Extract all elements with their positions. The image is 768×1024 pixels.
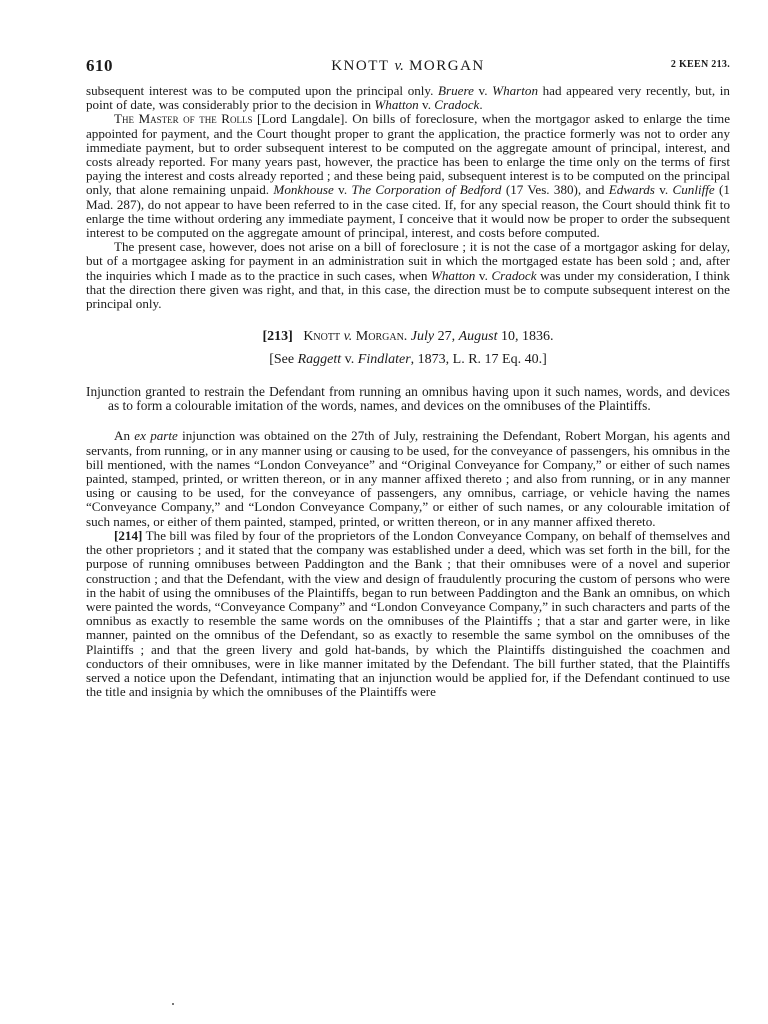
text-run: v. <box>418 97 435 113</box>
party-name: Raggett <box>297 352 342 368</box>
text-run: injunction was obtained on the 27th of July, restraining the Defendant, Robert Morgan, his agents and servants, from running, or in any manner using or causing to be used, for the conveyance of passengers, his omnibus in the bill mentioned, with the names “London Conveyance” and “Original Conveyance for Company,” or either of such names painted, stamped, printed, or written thereon, or in any manner affixed thereto ; and also from running, or in any manner using or causing to be used, for the conveyance of passengers, any omnibus, carriage, or vehicle having the names “Conveyance Company,” and “London Conveyance Company,” or either of such names, or any colourable imitation of such names, or either of them painted, stamped, printed, or written thereon, or in any manner affixed thereto. <box>86 428 730 529</box>
party-name: Wharton <box>492 83 538 98</box>
text-run: [Lord Langdale]. On bills of foreclosure, when the mortgagor asked to enlarge the time appointed for payment, and the Court thought proper to grant the application, the practice formerly was not to order any immediate payment, but to order subsequent interest to be computed on the aggregate amount of principal, interest, and costs already reported. For many years past, however, the practice has been to enlarge the time only on the terms of first paying the interest and costs already reported ; and these being paid, subsequent interest is to be computed on the principal only, that alone remaining unpaid. <box>86 111 731 198</box>
page-header <box>86 56 730 78</box>
party-name: Cunliffe <box>672 182 715 198</box>
text-run: . <box>479 97 483 113</box>
running-head-part-b: MORGAN <box>403 58 485 74</box>
party-name: The Corporation of Bedford <box>351 182 502 198</box>
text-run: , 1873, L. R. 17 Eq. 40.] <box>410 352 547 368</box>
case-see-also <box>86 353 730 367</box>
case-title <box>86 330 730 344</box>
text-run: v. <box>473 83 493 98</box>
party-name: Bruere <box>438 83 474 98</box>
page-body <box>86 84 730 699</box>
text-run: (1 Mad. 287), do not appear to have been referred to in the case cited. If, for any special reason, the Court should think fit to enlarge the time without ordering any immediate payment, I conceive that it would now be proper to order the subsequent interest to be computed on the aggregate amount of principal, interest, and costs before computed. <box>86 182 730 241</box>
running-head-versus: v. <box>394 58 404 74</box>
text-run: was under my consideration, I think that the direction there given was right, and that, in this case, the direction must be to compute subsequent interest on the principal only. <box>86 267 730 312</box>
scan-speck <box>172 1003 174 1005</box>
paragraph-continuation <box>86 84 730 112</box>
page-reference: [213] <box>262 329 293 345</box>
text-run: v. <box>333 182 352 198</box>
text-run: [See <box>269 352 298 368</box>
page-number: 610 <box>86 56 113 75</box>
case-party: Morgan <box>355 329 404 345</box>
case-party: Knott <box>303 329 341 345</box>
text-run: v. <box>475 267 492 283</box>
party-name: Cradock <box>491 267 537 283</box>
text-run: had appeared very recently, but, in point of date, was considerably prior to the decision in <box>86 83 730 113</box>
versus: v. <box>340 329 356 345</box>
text-run: subsequent interest was to be computed upon the principal only. <box>86 83 439 98</box>
party-name: Edwards <box>608 182 655 198</box>
case-date: August <box>458 329 498 345</box>
paragraph-bill <box>86 529 730 699</box>
paragraph-judgment <box>86 112 730 240</box>
paragraph-injunction <box>86 429 730 528</box>
report-citation: 2 KEEN 213. <box>670 59 730 70</box>
text-run: (17 Ves. 380), and <box>501 182 609 198</box>
paragraph-present-case <box>86 240 730 311</box>
case-date: 27, <box>434 329 459 345</box>
judge-title: The Master of the Rolls <box>114 111 253 127</box>
party-name: Monkhouse <box>273 182 334 198</box>
party-name: Whatton <box>430 267 476 283</box>
running-head <box>86 58 730 75</box>
case-date: 10, 1836. <box>497 329 554 345</box>
text-run: The bill was filed by four of the proprietors of the London Conveyance Company, on behalf of themselves and the other proprietors ; and it stated that the company was established under a deed, which was set forth in the bill, for the purpose of running omnibuses between Paddington and the Bank ; that their omnibuses were of a novel and superior construction ; and that the Defendant, with the view and design of fraudulently procuring the custom of persons who were in the habit of using the omnibuses of the Plaintiffs, began to run between Paddington and the Bank an omnibus, on which were painted the words, “Conveyance Company” and “London Conveyance Company,” in such characters and parts of the omnibus as exactly to resemble the same words on the omnibuses of the Plaintiffs ; that a star and garter were, in like manner, painted on the omnibus of the Defendant, so as exactly to resemble the same symbol on the omnibuses of the Plaintiffs ; and that the green livery and gold hat-bands, by which the Plaintiffs distinguished the coachmen and conductors of their omnibuses, were in like manner imitated by the Defendant. The bill further stated, that the Plaintiffs served a notice upon the Defendant, intimating that an injunction would be applied for, if the Defendant continued to use the title and insignia by which the omnibuses of the Plaintiffs were <box>86 527 730 700</box>
party-name: Findlater <box>357 352 411 368</box>
text-run: . <box>403 329 411 345</box>
running-head-part-a: KNOTT <box>331 58 395 74</box>
party-name: Whatton <box>374 97 419 113</box>
text-run: An <box>114 428 135 444</box>
party-name: Cradock <box>434 97 480 113</box>
text-run: v. <box>341 352 358 368</box>
headnote: Injunction granted to restrain the Defendant from running an omnibus having upon it such names, words, and devices as to form a colourable imitation of the words, names, and devices on the omnibuses of the Plaintiffs. <box>86 383 730 414</box>
case-date: July <box>410 329 435 345</box>
text-run: v. <box>654 182 673 198</box>
latin-term: ex parte <box>134 428 178 444</box>
page-reference: [214] <box>114 527 143 543</box>
text-run: The present case, however, does not arise on a bill of foreclosure ; it is not the case of a mortgagor asking for delay, but of a mortgagee asking for payment in an administration suit in which the mortgaged estate has been sold ; and, after the inquiries which I made as to the practice in such cases, when <box>86 239 730 283</box>
